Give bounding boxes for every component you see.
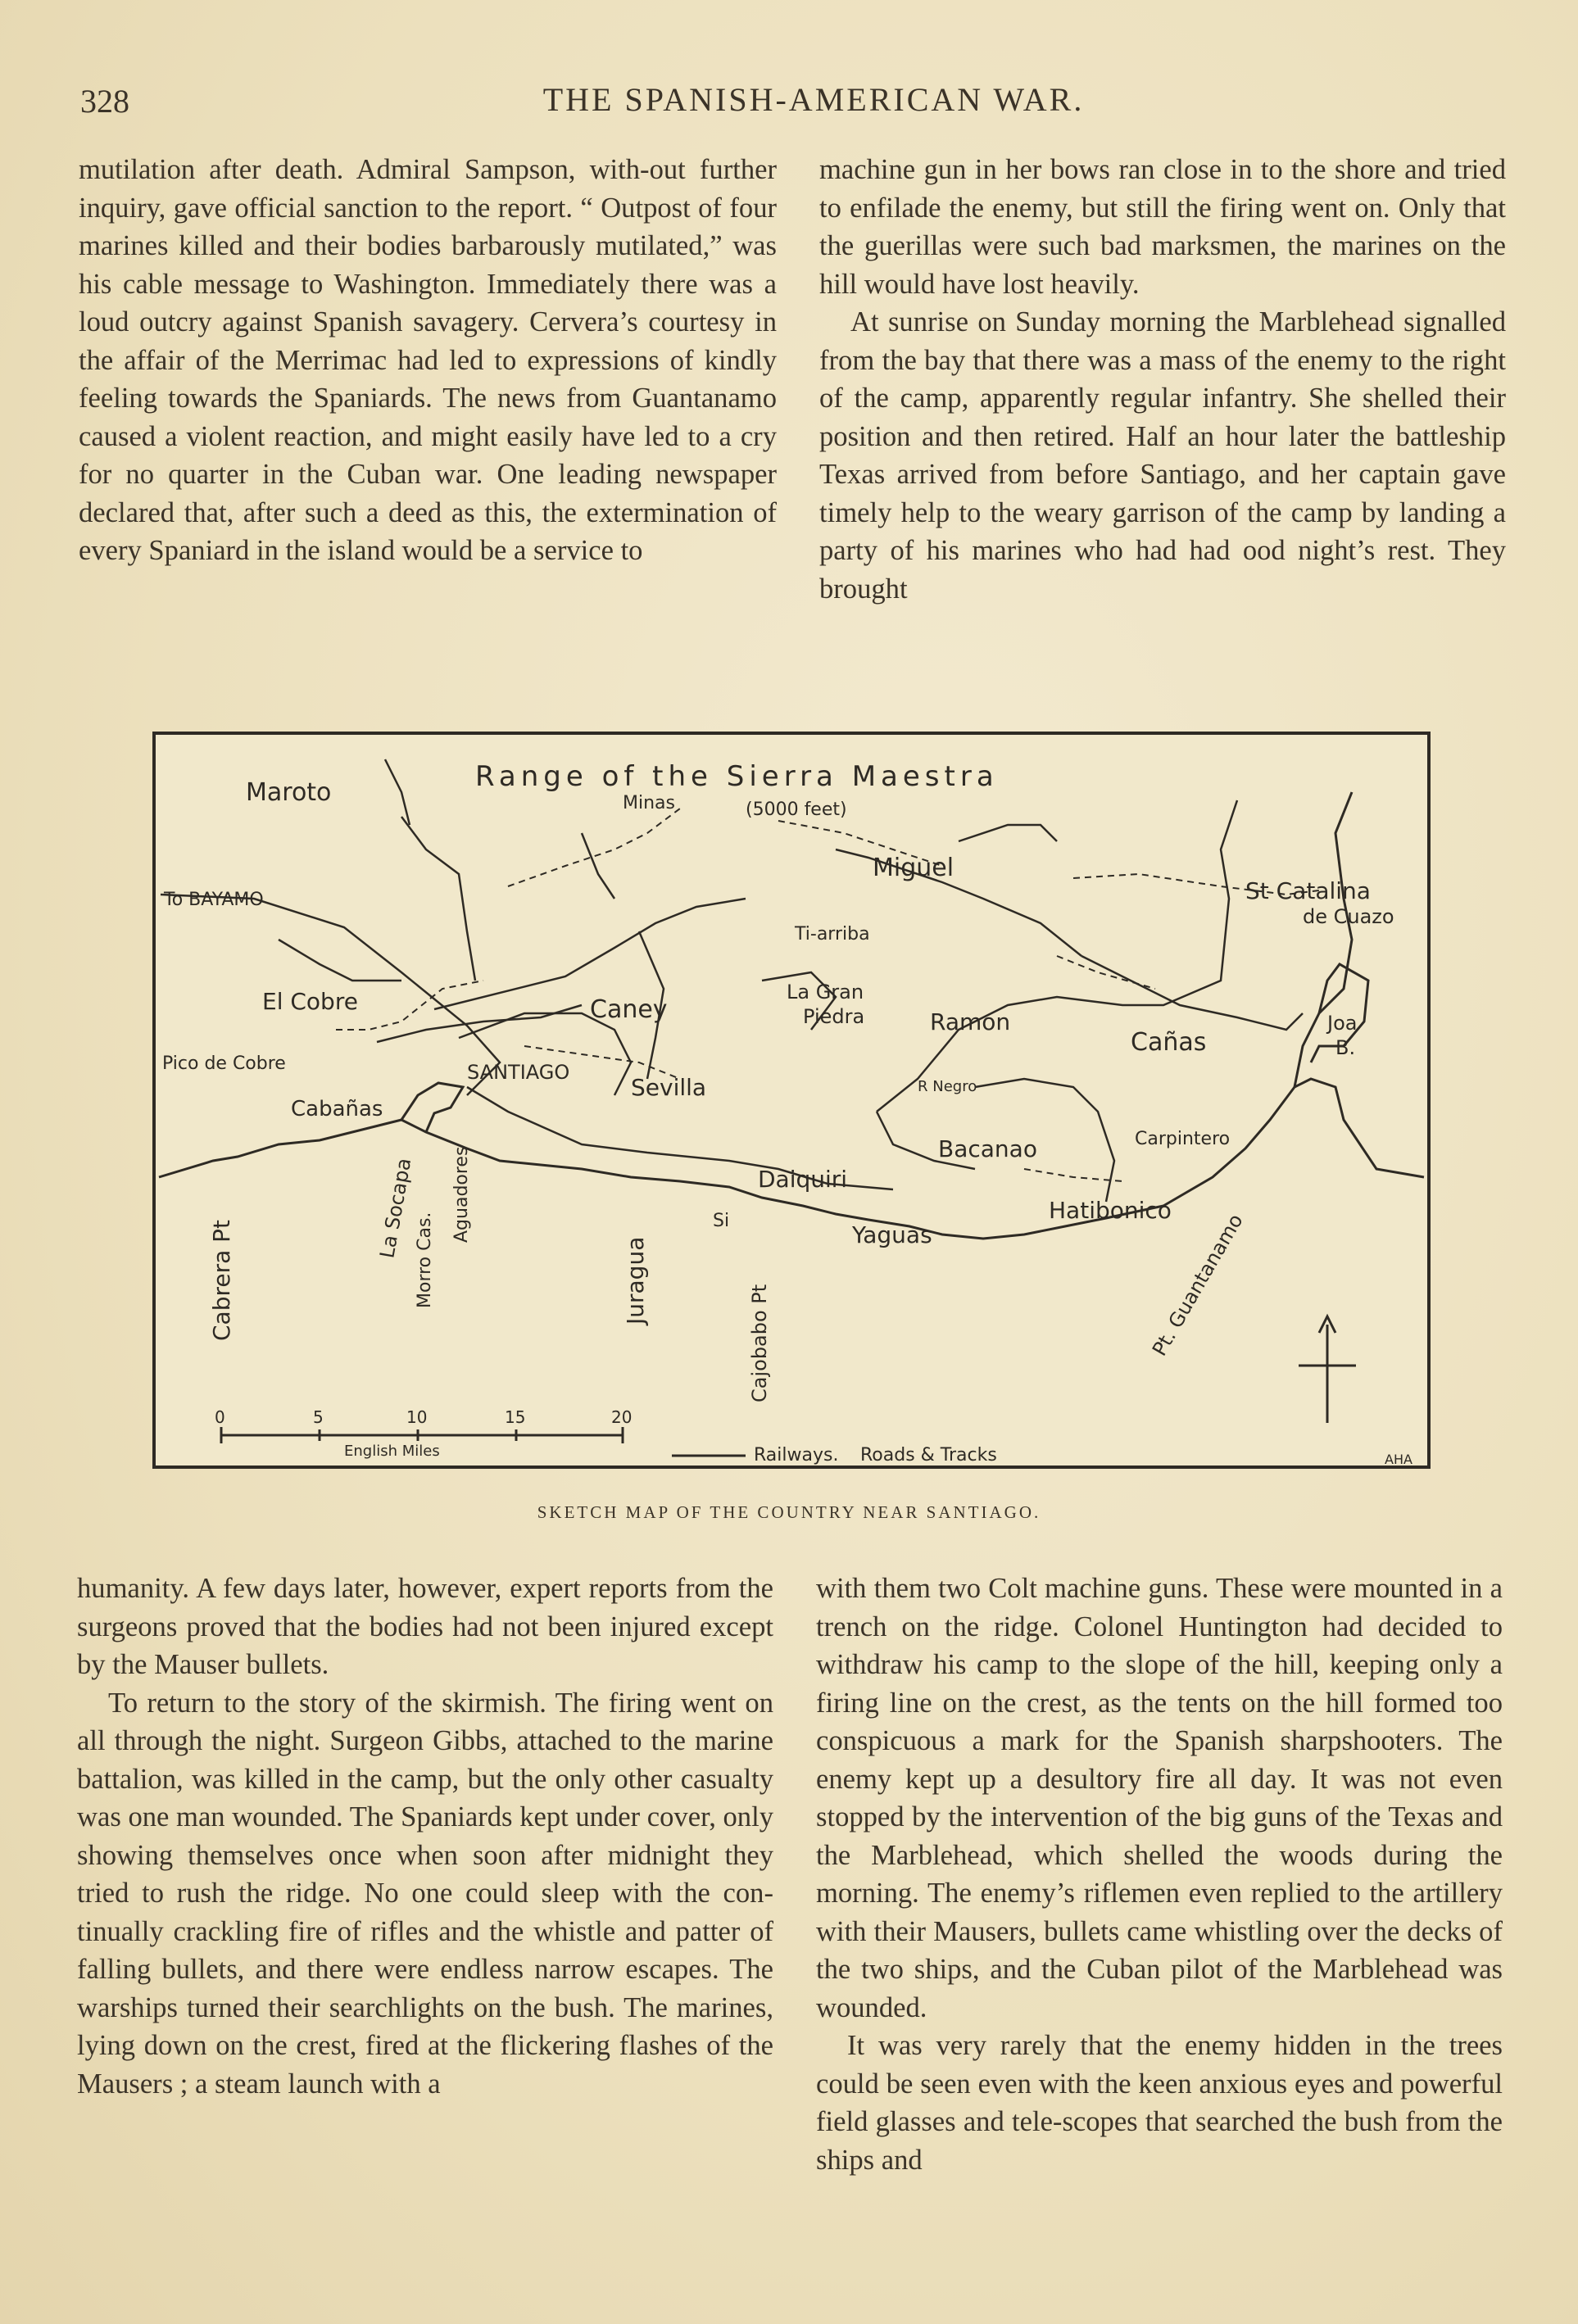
road (336, 981, 483, 1030)
map-label: Miguel (873, 854, 955, 882)
map-label: Yaguas (852, 1221, 932, 1248)
road (1057, 956, 1155, 989)
scale-tick: 15 (505, 1407, 526, 1427)
map-label: Joa (1327, 1012, 1358, 1035)
paragraph: mutilation after death. Admiral Sampson, with-out further inquiry, gave official sanction to the report. “ Outpost of four marines killed and their bodies barbarously mutilated,” was his cable message to Washington. Immediately there was a loud outcry against Spanish savagery. Cervera’s courtesy in the affair of the Merrimac had led to expressions of kindly feeling towards the Spaniards. The news from Guantanamo caused a violent reaction, and might easily have led to a cry for no quarter in the Cuban war. One leading newspaper declared that, after such a deed as this, the extermination of every Spaniard in the island would be a service to (79, 154, 777, 566)
map-label: Morro Cas. (415, 1212, 435, 1308)
map-initials: AHA (1385, 1452, 1412, 1466)
map-label: Caney (590, 995, 668, 1024)
map-label: de Cuazo (1303, 905, 1394, 928)
river (385, 759, 410, 825)
map-label: Minas (623, 793, 675, 813)
paragraph: To return to the story of the skirmish. The firing went on all through the night. Surgeon Gibbs, attached to the marine battalion, was killed in the camp, but the only other casualty was one man wounded. The Spaniards kept under cover, only showing themselves once when soon after midnight they tried to rush the ridge. No one could sleep with the con-tinually crackling fire of rifles and the whistle and patter of falling bullets, and there were endless narrow escapes. The warships turned their searchlights on the bush. The marines, lying down on the crest, fired at the flickering flashes of the Mausers ; a steam launch with a (77, 1687, 773, 2100)
map-label: Cañas (1131, 1028, 1207, 1057)
map-label: Ti-arriba (795, 924, 870, 945)
scale-tick: 5 (313, 1407, 324, 1427)
paragraph: It was very rarely that the enemy hidden in the trees could be seen even with the keen anxious eyes and powerful field glasses and tele-scopes that searched the bush from the ships and (816, 2030, 1503, 2176)
map-label: St Catalina (1245, 877, 1371, 904)
map-label: La Socapa (375, 1156, 416, 1261)
legend-roads: Roads & Tracks (860, 1445, 997, 1466)
scale-tick: 0 (215, 1407, 225, 1427)
range-title: Range of the Sierra Maestra (475, 760, 999, 793)
road (1024, 1169, 1122, 1181)
scale-label: English Miles (344, 1443, 440, 1460)
map-label: El Cobre (262, 988, 358, 1015)
map-label: Cabrera Pt (208, 1219, 235, 1341)
paragraph: machine gun in her bows ran close in to the shore and tried to enfilade the enemy, but still the firing went on. Only that the guerillas were such bad marksmen, the marines on the hill would have lost heavily. (819, 154, 1506, 300)
text-column-top-right (819, 151, 1506, 608)
map-label: Pt. Guantanamo (1147, 1210, 1248, 1360)
paragraph: with them two Colt machine guns. These were mounted in a trench on the ridge. Colonel Huntington had decided to withdraw his camp to the slope of the hill, keeping only a firing line on the crest, as the tents on the hill formed too conspicuous a mark for the Spanish sharpshooters. The enemy kept up a desultory fire all day. It was not even stopped by the intervention of the big guns of the Texas and the Marblehead, which shelled the woods during the morning. The enemy’s riflemen even replied to the artillery with their Mausers, bullets came whistling over the decks of the two ships, and the Cuban pilot of the Marblehead was wounded. (816, 1573, 1503, 2023)
map-drawing (156, 735, 1427, 1466)
railway (434, 899, 746, 1009)
range-subtitle: (5000 feet) (746, 800, 847, 820)
map-label: La Gran (787, 981, 864, 1003)
river (959, 825, 1057, 841)
map-label: Si (713, 1211, 730, 1231)
map-label: Carpintero (1135, 1129, 1231, 1149)
map-label: Juragua (622, 1236, 649, 1325)
map-label: Sevilla (631, 1074, 707, 1101)
map-label: To BAYAMO (164, 890, 264, 910)
railway (279, 940, 401, 981)
river (401, 817, 475, 981)
map-label: SANTIAGO (467, 1061, 570, 1084)
scale-bar (221, 1427, 623, 1443)
railway (377, 1005, 582, 1042)
text-column-bottom-right (816, 1570, 1503, 2179)
scale-tick: 10 (406, 1407, 428, 1427)
scale-tick: 20 (611, 1407, 633, 1427)
map-label: Bacanao (938, 1135, 1037, 1162)
map-label: Aguadores (451, 1146, 472, 1243)
map-label: Daiquiri (758, 1166, 848, 1193)
north-marker (1299, 1316, 1356, 1423)
map-label: R Negro (918, 1078, 977, 1095)
text-column-bottom-left (77, 1570, 773, 2103)
map-label: Pico de Cobre (162, 1053, 286, 1074)
page-number: 328 (80, 83, 129, 120)
river (582, 833, 614, 899)
map-label: Hatibonico (1049, 1197, 1172, 1224)
sketch-map (152, 732, 1431, 1469)
map-label: Cabañas (291, 1097, 383, 1121)
running-head: THE SPANISH-AMERICAN WAR. (542, 81, 1085, 118)
text-column-top-left (79, 151, 777, 570)
road (508, 809, 680, 886)
paragraph: At sunrise on Sunday morning the Marblehead signalled from the bay that there was a mass of the enemy to the right of the camp, apparently regular infantry. She shelled their position and then retired. Half an hour later the battleship Texas arrived from before Santiago, and her captain gave timely help to the weary garrison of the camp by landing a party of his marines who had had ood night’s rest. They brought (819, 306, 1506, 605)
map-caption: SKETCH MAP OF THE COUNTRY NEAR SANTIAGO. (537, 1502, 1041, 1522)
legend-railways: Railways. (754, 1445, 839, 1466)
map-label: Ramon (930, 1008, 1011, 1035)
map-label: B. (1335, 1036, 1356, 1059)
map-label: Maroto (246, 778, 332, 807)
map-label: Piedra (803, 1005, 865, 1028)
paragraph: humanity. A few days later, however, expert reports from the surgeons proved that the bodies had not been injured except by the Mauser bullets. (77, 1573, 773, 1680)
map-label: Cajobabo Pt (748, 1284, 771, 1402)
